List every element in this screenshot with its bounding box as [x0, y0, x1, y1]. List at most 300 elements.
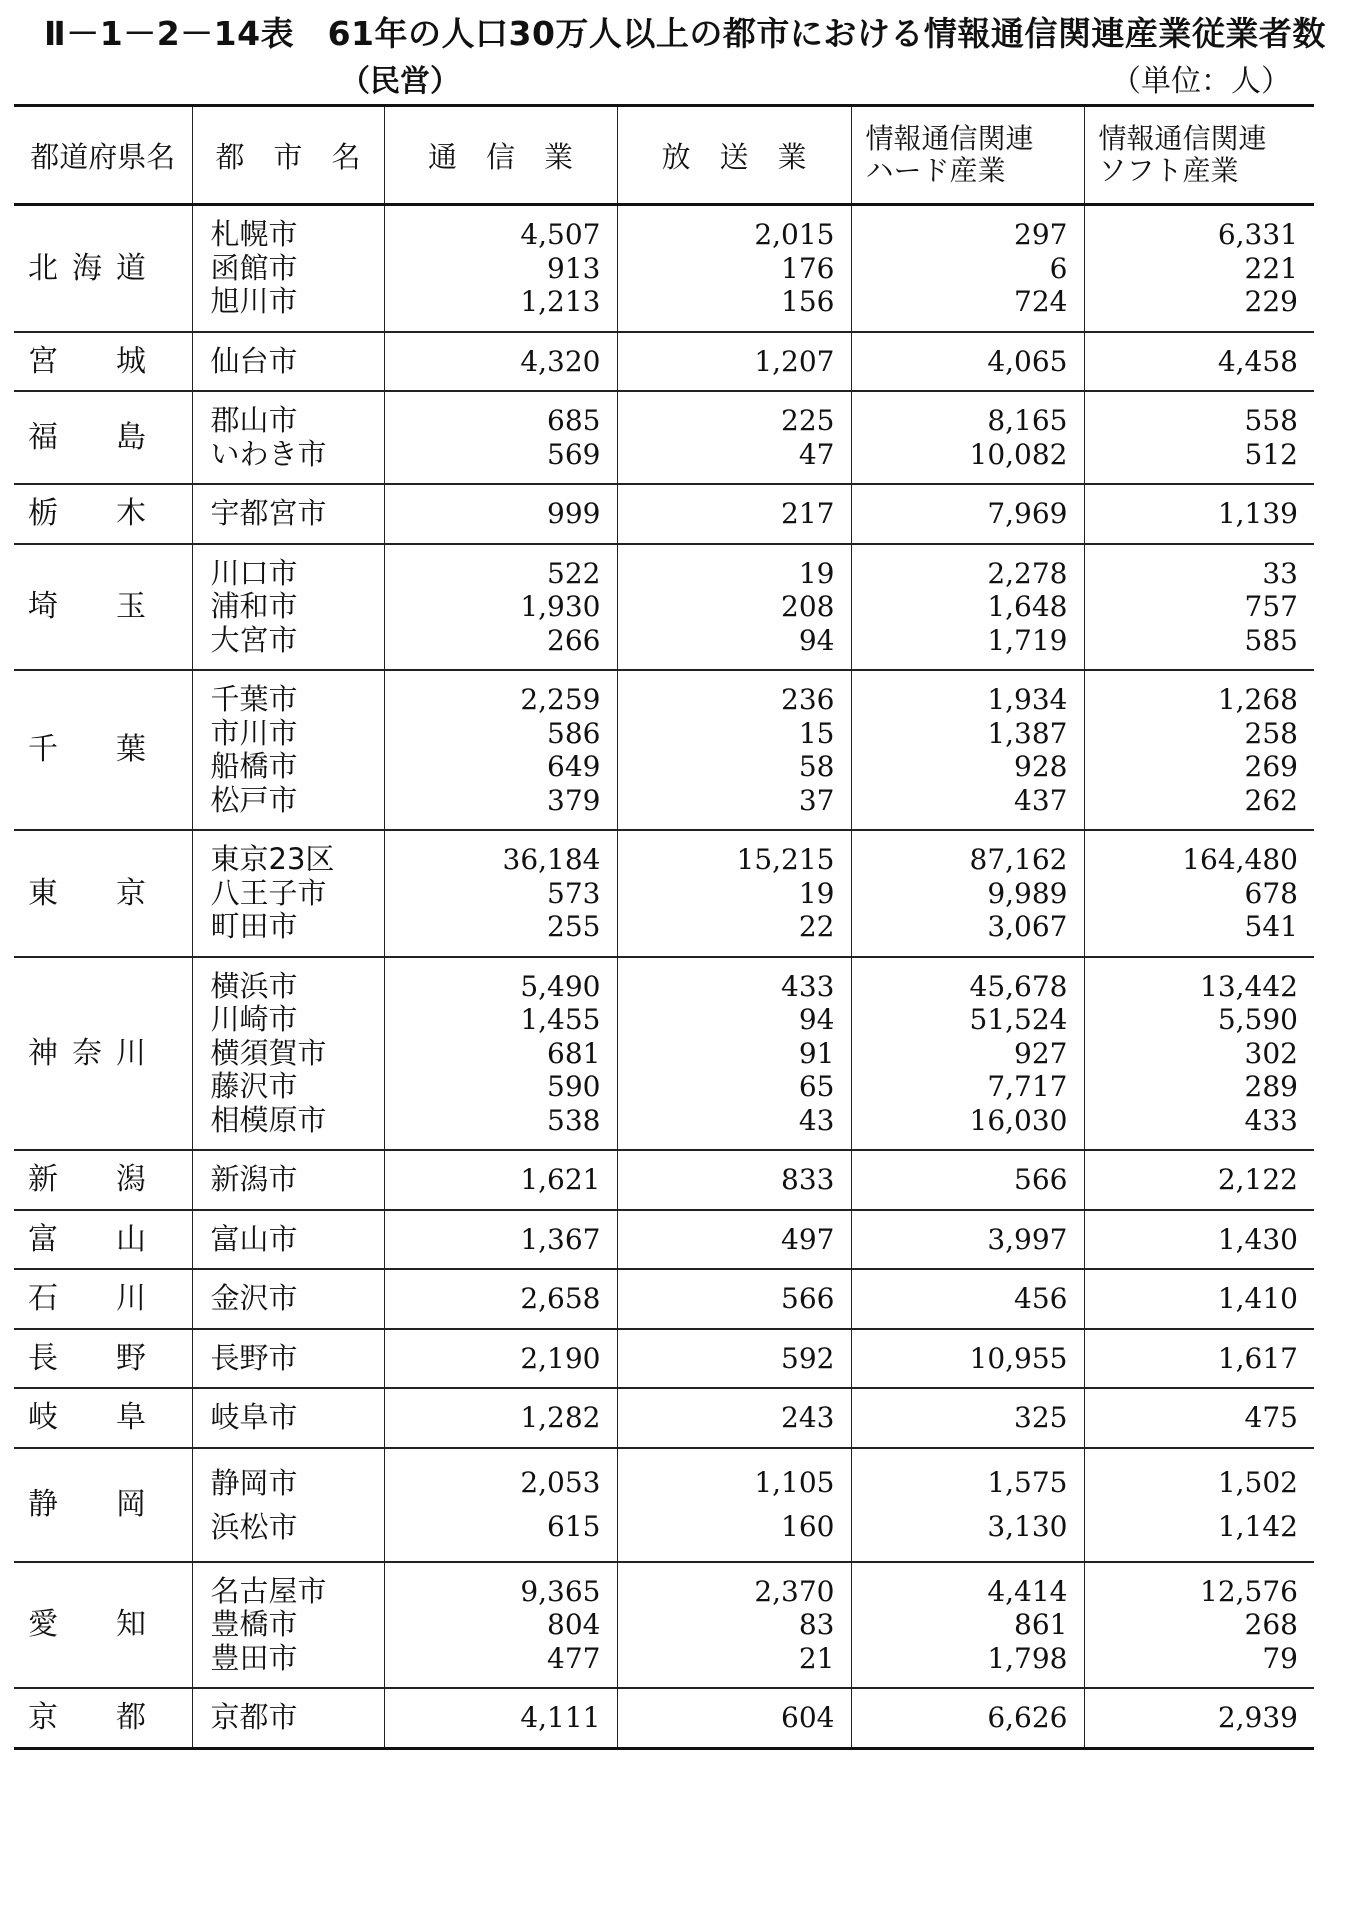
broadcast-value: 236	[781, 683, 835, 716]
city-name: 横須賀市	[210, 1035, 327, 1070]
hard-cell	[851, 1688, 1084, 1748]
broadcast-value: 592	[781, 1341, 835, 1375]
soft-value: 678	[1244, 876, 1298, 910]
hard-value: 4,414	[987, 1574, 1068, 1608]
prefecture-char: 北	[28, 250, 58, 286]
soft-value: 585	[1244, 623, 1298, 657]
broadcast-value: 243	[781, 1401, 835, 1434]
city-cell	[192, 332, 384, 392]
telecom-value: 2,190	[520, 1341, 601, 1375]
header-city: 都 市 名	[192, 107, 384, 205]
prefecture-name	[28, 1163, 146, 1197]
header-telecom: 通 信 業	[384, 107, 617, 205]
telecom-cell	[384, 1562, 617, 1689]
broadcast-cell	[617, 1150, 851, 1210]
soft-value: 229	[1244, 285, 1298, 318]
prefecture-char: 岡	[116, 1486, 146, 1522]
prefecture-name	[28, 252, 146, 286]
prefecture-char: 京	[116, 875, 146, 911]
telecom-value: 522	[547, 556, 601, 590]
prefecture-char: 新	[28, 1162, 58, 1197]
soft-value: 1,410	[1217, 1282, 1298, 1315]
broadcast-value: 22	[798, 910, 835, 943]
telecom-value: 477	[547, 1641, 601, 1675]
prefecture-cell	[14, 332, 192, 392]
hard-value: 10,955	[969, 1341, 1068, 1375]
header-soft-line2: ソフト産業	[1098, 154, 1239, 187]
city-name: 相模原市	[210, 1102, 327, 1137]
prefecture-char: 神	[28, 1035, 58, 1071]
soft-value: 12,576	[1200, 1574, 1298, 1608]
broadcast-value: 43	[798, 1103, 835, 1137]
soft-value: 558	[1244, 404, 1298, 437]
broadcast-value: 19	[798, 556, 835, 590]
city-name: 市川市	[210, 715, 298, 750]
telecom-value: 2,053	[520, 1465, 601, 1499]
hard-value: 8,165	[987, 404, 1068, 437]
broadcast-cell	[617, 1329, 851, 1389]
header-broadcast: 放 送 業	[617, 107, 851, 205]
telecom-value: 999	[547, 497, 601, 530]
hard-value: 45,678	[969, 969, 1068, 1003]
soft-value: 13,442	[1200, 969, 1298, 1003]
prefecture-name	[28, 590, 146, 624]
prefecture-char: 島	[116, 419, 146, 455]
telecom-value: 379	[547, 783, 601, 817]
city-cell	[192, 957, 384, 1151]
telecom-value: 1,367	[520, 1222, 601, 1256]
soft-cell	[1084, 1150, 1314, 1210]
hard-value: 928	[1014, 750, 1068, 783]
telecom-value: 1,930	[520, 590, 601, 623]
soft-cell	[1084, 544, 1314, 671]
table-row	[14, 830, 1314, 957]
table-row	[14, 332, 1314, 392]
prefecture-char: 海	[72, 250, 102, 286]
broadcast-value: 94	[798, 1003, 835, 1036]
telecom-value: 590	[547, 1070, 601, 1103]
broadcast-cell	[617, 830, 851, 957]
city-name: 名古屋市	[210, 1573, 327, 1608]
broadcast-value: 2,370	[754, 1574, 835, 1608]
table-row	[14, 391, 1314, 484]
city-name: 横浜市	[210, 968, 298, 1003]
prefecture-cell	[14, 1388, 192, 1448]
hard-value: 456	[1014, 1282, 1068, 1315]
hard-value: 437	[1014, 783, 1068, 817]
hard-value: 1,387	[987, 716, 1068, 750]
unit-label: （単位：人）	[1111, 64, 1291, 99]
hard-value: 10,082	[969, 437, 1068, 471]
city-name: 長野市	[210, 1340, 298, 1375]
telecom-cell	[384, 957, 617, 1151]
broadcast-value: 1,207	[754, 344, 835, 378]
city-name: 藤沢市	[210, 1069, 298, 1103]
soft-value: 1,139	[1217, 497, 1298, 530]
hard-value: 3,997	[987, 1222, 1068, 1256]
telecom-value: 36,184	[502, 843, 601, 876]
telecom-value: 255	[547, 910, 601, 943]
soft-value: 1,502	[1217, 1465, 1298, 1499]
broadcast-value: 208	[781, 590, 835, 623]
prefecture-char: 奈	[72, 1035, 102, 1071]
header-soft	[1084, 107, 1314, 205]
hard-cell	[851, 544, 1084, 671]
table-row	[14, 1388, 1314, 1448]
soft-cell	[1084, 391, 1314, 484]
broadcast-cell	[617, 484, 851, 544]
table-row	[14, 1448, 1314, 1562]
broadcast-cell	[617, 1269, 851, 1329]
city-cell	[192, 391, 384, 484]
table-row	[14, 1269, 1314, 1329]
telecom-value: 1,621	[520, 1163, 601, 1196]
soft-value: 221	[1244, 251, 1298, 285]
prefecture-name	[28, 1488, 146, 1522]
table-subtitle: （民営）	[340, 64, 460, 99]
city-cell	[192, 1562, 384, 1689]
soft-cell	[1084, 1329, 1314, 1389]
soft-value: 79	[1262, 1641, 1298, 1675]
prefecture-name	[28, 877, 146, 911]
telecom-cell	[384, 332, 617, 392]
prefecture-char: 知	[116, 1607, 146, 1642]
prefecture-char: 京	[28, 1700, 58, 1735]
telecom-value: 615	[547, 1509, 601, 1543]
soft-cell	[1084, 1269, 1314, 1329]
city-name: 豊田市	[210, 1640, 298, 1675]
soft-value: 289	[1244, 1070, 1298, 1103]
telecom-value: 569	[547, 437, 601, 471]
city-name: いわき市	[210, 436, 327, 471]
hard-value: 1,648	[987, 590, 1068, 623]
prefecture-name	[28, 1608, 146, 1642]
telecom-cell	[384, 1388, 617, 1448]
prefecture-char: 都	[116, 1700, 146, 1735]
telecom-value: 804	[547, 1608, 601, 1641]
hard-value: 1,798	[987, 1641, 1068, 1675]
city-name: 浜松市	[210, 1509, 298, 1544]
soft-value: 2,122	[1217, 1163, 1298, 1196]
city-name: 八王子市	[210, 875, 327, 910]
telecom-value: 4,507	[520, 218, 601, 251]
broadcast-value: 217	[781, 497, 835, 530]
city-cell	[192, 1210, 384, 1270]
prefecture-char: 木	[116, 496, 146, 531]
city-cell	[192, 544, 384, 671]
prefecture-cell	[14, 957, 192, 1151]
telecom-cell	[384, 1448, 617, 1562]
table-row	[14, 1150, 1314, 1210]
prefecture-char: 千	[28, 732, 58, 768]
hard-value: 927	[1014, 1036, 1068, 1070]
prefecture-char: 宮	[28, 343, 58, 379]
prefecture-name	[28, 1223, 146, 1257]
prefecture-cell	[14, 1688, 192, 1748]
hard-value: 2,278	[987, 556, 1068, 590]
broadcast-value: 433	[781, 969, 835, 1003]
telecom-cell	[384, 1329, 617, 1389]
prefecture-cell	[14, 1329, 192, 1389]
telecom-value: 586	[547, 716, 601, 750]
hard-value: 6,626	[987, 1701, 1068, 1734]
prefecture-char: 川	[116, 1035, 146, 1071]
table-row	[14, 484, 1314, 544]
soft-value: 33	[1262, 556, 1298, 590]
table-row	[14, 670, 1314, 830]
soft-value: 1,142	[1217, 1509, 1298, 1543]
telecom-value: 1,282	[520, 1401, 601, 1434]
hard-value: 3,130	[987, 1509, 1068, 1543]
prefecture-name	[28, 733, 146, 767]
prefecture-char: 野	[116, 1340, 146, 1376]
broadcast-cell	[617, 205, 851, 332]
city-cell	[192, 1448, 384, 1562]
soft-value: 302	[1244, 1036, 1298, 1070]
broadcast-cell	[617, 670, 851, 830]
hard-value: 9,989	[987, 876, 1068, 910]
hard-cell	[851, 205, 1084, 332]
header-hard	[851, 107, 1084, 205]
header-prefecture: 都道府県名	[14, 107, 192, 205]
soft-value: 164,480	[1182, 843, 1298, 876]
hard-value: 51,524	[969, 1003, 1068, 1036]
table-row	[14, 1210, 1314, 1270]
soft-value: 1,268	[1217, 683, 1298, 716]
telecom-value: 538	[547, 1103, 601, 1137]
prefecture-char: 愛	[28, 1607, 58, 1642]
city-cell	[192, 830, 384, 957]
city-name: 函館市	[210, 250, 298, 285]
city-name: 仙台市	[210, 343, 298, 378]
city-name: 東京23区	[210, 842, 335, 876]
header-row	[14, 107, 1314, 205]
broadcast-value: 19	[798, 876, 835, 910]
prefecture-char: 山	[116, 1221, 146, 1257]
city-name: 札幌市	[210, 217, 298, 251]
hard-value: 3,067	[987, 910, 1068, 943]
soft-cell	[1084, 1448, 1314, 1562]
broadcast-cell	[617, 391, 851, 484]
hard-value: 566	[1014, 1163, 1068, 1196]
hard-value: 1,575	[987, 1465, 1068, 1499]
city-name: 宇都宮市	[210, 496, 327, 530]
soft-value: 6,331	[1217, 218, 1298, 251]
broadcast-cell	[617, 544, 851, 671]
telecom-value: 573	[547, 876, 601, 910]
table-title: Ⅱ－1－2－14表 61年の人口30万人以上の都市における情報通信関連産業従業者数	[44, 14, 1326, 53]
prefecture-cell	[14, 391, 192, 484]
prefecture-name	[28, 497, 146, 531]
prefecture-cell	[14, 205, 192, 332]
prefecture-char: 石	[28, 1281, 58, 1316]
broadcast-cell	[617, 1448, 851, 1562]
prefecture-cell	[14, 1150, 192, 1210]
table-row	[14, 1688, 1314, 1748]
prefecture-name	[28, 1701, 146, 1735]
soft-value: 1,617	[1217, 1341, 1298, 1375]
header-soft-line1: 情報通信関連	[1098, 122, 1267, 155]
prefecture-name	[28, 1401, 146, 1435]
telecom-value: 9,365	[520, 1574, 601, 1608]
soft-value: 5,590	[1217, 1003, 1298, 1036]
prefecture-name	[28, 1282, 146, 1316]
broadcast-value: 497	[781, 1222, 835, 1256]
telecom-cell	[384, 670, 617, 830]
prefecture-cell	[14, 1269, 192, 1329]
hard-cell	[851, 332, 1084, 392]
broadcast-value: 604	[781, 1701, 835, 1734]
hard-value: 297	[1014, 218, 1068, 251]
telecom-cell	[384, 1210, 617, 1270]
telecom-cell	[384, 544, 617, 671]
city-name: 岐阜市	[210, 1400, 298, 1434]
broadcast-value: 91	[798, 1036, 835, 1070]
broadcast-value: 1,105	[754, 1465, 835, 1499]
prefecture-name	[28, 1037, 146, 1071]
soft-value: 268	[1244, 1608, 1298, 1641]
soft-cell	[1084, 670, 1314, 830]
prefecture-cell	[14, 484, 192, 544]
city-name: 新潟市	[210, 1162, 298, 1196]
city-name: 郡山市	[210, 403, 298, 437]
telecom-value: 2,658	[520, 1282, 601, 1315]
broadcast-value: 94	[798, 623, 835, 657]
broadcast-value: 566	[781, 1282, 835, 1315]
city-name: 千葉市	[210, 682, 298, 716]
soft-value: 757	[1244, 590, 1298, 623]
prefecture-cell	[14, 1210, 192, 1270]
telecom-value: 5,490	[520, 969, 601, 1003]
broadcast-value: 15,215	[736, 843, 835, 876]
telecom-value: 2,259	[520, 683, 601, 716]
prefecture-char: 阜	[116, 1400, 146, 1435]
hard-value: 325	[1014, 1401, 1068, 1434]
prefecture-name	[28, 1342, 146, 1376]
table-row	[14, 205, 1314, 332]
telecom-value: 685	[547, 404, 601, 437]
soft-value: 2,939	[1217, 1701, 1298, 1734]
prefecture-char: 栃	[28, 496, 58, 531]
table-row	[14, 1329, 1314, 1389]
telecom-cell	[384, 1269, 617, 1329]
hard-cell	[851, 1150, 1084, 1210]
hard-value: 1,934	[987, 683, 1068, 716]
soft-cell	[1084, 332, 1314, 392]
soft-cell	[1084, 484, 1314, 544]
telecom-cell	[384, 205, 617, 332]
prefecture-name	[28, 345, 146, 379]
broadcast-value: 156	[781, 285, 835, 318]
city-name: 川口市	[210, 555, 298, 590]
telecom-value: 681	[547, 1036, 601, 1070]
hard-cell	[851, 1388, 1084, 1448]
header-hard-line1: 情報通信関連	[865, 122, 1034, 155]
broadcast-cell	[617, 1562, 851, 1689]
telecom-value: 266	[547, 623, 601, 657]
telecom-cell	[384, 830, 617, 957]
soft-cell	[1084, 957, 1314, 1151]
hard-value: 87,162	[969, 843, 1068, 876]
telecom-value: 4,320	[520, 344, 601, 378]
telecom-value: 4,111	[520, 1701, 601, 1734]
hard-cell	[851, 1269, 1084, 1329]
soft-value: 433	[1244, 1103, 1298, 1137]
prefecture-cell	[14, 544, 192, 671]
soft-cell	[1084, 1388, 1314, 1448]
city-cell	[192, 670, 384, 830]
city-name: 旭川市	[210, 284, 298, 318]
broadcast-value: 160	[781, 1509, 835, 1543]
city-name: 豊橋市	[210, 1607, 298, 1641]
city-name: 金沢市	[210, 1281, 298, 1315]
broadcast-cell	[617, 957, 851, 1151]
broadcast-cell	[617, 332, 851, 392]
prefecture-cell	[14, 830, 192, 957]
prefecture-char: 川	[116, 1281, 146, 1316]
prefecture-char: 岐	[28, 1400, 58, 1435]
prefecture-char: 福	[28, 419, 58, 455]
city-name: 川崎市	[210, 1002, 298, 1036]
city-name: 浦和市	[210, 589, 298, 623]
table-row	[14, 957, 1314, 1151]
hard-value: 6	[1049, 251, 1068, 285]
soft-value: 262	[1244, 783, 1298, 817]
soft-cell	[1084, 830, 1314, 957]
telecom-value: 1,455	[520, 1003, 601, 1036]
hard-value: 16,030	[969, 1103, 1068, 1137]
table-row	[14, 544, 1314, 671]
prefecture-char: 東	[28, 875, 58, 911]
telecom-value: 649	[547, 750, 601, 783]
prefecture-char: 埼	[28, 589, 58, 624]
broadcast-cell	[617, 1388, 851, 1448]
soft-value: 258	[1244, 716, 1298, 750]
prefecture-cell	[14, 670, 192, 830]
city-name: 静岡市	[210, 1465, 298, 1500]
hard-cell	[851, 1562, 1084, 1689]
soft-value: 4,458	[1217, 344, 1298, 378]
city-name: 富山市	[210, 1221, 298, 1256]
hard-value: 7,717	[987, 1070, 1068, 1103]
telecom-cell	[384, 391, 617, 484]
employee-table	[14, 107, 1314, 1750]
telecom-cell	[384, 484, 617, 544]
broadcast-value: 833	[781, 1163, 835, 1196]
city-cell	[192, 484, 384, 544]
city-name: 町田市	[210, 909, 298, 943]
city-cell	[192, 1329, 384, 1389]
hard-value: 724	[1014, 285, 1068, 318]
hard-cell	[851, 1329, 1084, 1389]
prefecture-cell	[14, 1448, 192, 1562]
hard-cell	[851, 391, 1084, 484]
city-cell	[192, 205, 384, 332]
prefecture-cell	[14, 1562, 192, 1689]
hard-cell	[851, 957, 1084, 1151]
hard-cell	[851, 670, 1084, 830]
prefecture-char: 静	[28, 1486, 58, 1522]
hard-value: 1,719	[987, 623, 1068, 657]
prefecture-name	[28, 421, 146, 455]
broadcast-cell	[617, 1688, 851, 1748]
city-cell	[192, 1388, 384, 1448]
prefecture-char: 長	[28, 1340, 58, 1376]
soft-cell	[1084, 1562, 1314, 1689]
broadcast-value: 225	[781, 404, 835, 437]
broadcast-value: 15	[798, 716, 835, 750]
broadcast-cell	[617, 1210, 851, 1270]
